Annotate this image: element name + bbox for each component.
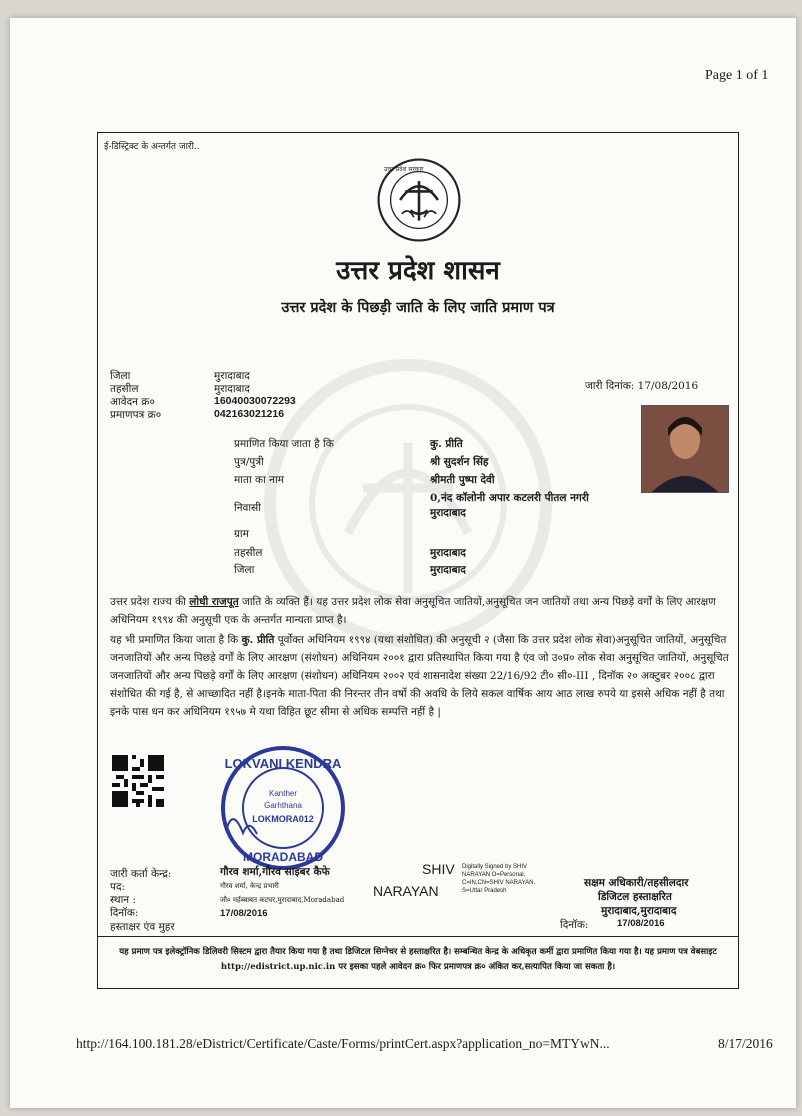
applicant-photo (641, 405, 729, 493)
stamp-top-text: LOKVANI KENDRA (224, 756, 342, 771)
stamp-bottom-text: MORADABAD (243, 850, 323, 864)
authority-digital-signed: डिजिटल हस्ताक्षरित (598, 891, 672, 903)
application-no-value: 16040030072293 (214, 395, 296, 407)
district-label: जिला (110, 370, 131, 382)
application-no-label: आवेदन क्र० (110, 396, 155, 408)
resident-city: मुरादाबाद (430, 507, 466, 519)
village-label: ग्राम (234, 528, 249, 540)
certificate-frame (97, 132, 739, 989)
caste-name: लोधी राजपूत (189, 596, 239, 608)
resident-address: 0,नंद कॉलोनी अपार कटलरी पीतल नगरी (430, 492, 589, 504)
issued-under-label: ई-डिस्ट्रिक्ट के अन्तर्गत जारी.. (104, 142, 200, 152)
place-label: स्थान : (110, 894, 137, 906)
print-date: 8/17/2016 (718, 1036, 773, 1051)
applicant-name-inline: कु. प्रीति (241, 634, 275, 646)
post-value: गौरव शर्मा, केन्द्र प्रभारी (220, 882, 279, 890)
district-value: मुरादाबाद (214, 370, 250, 382)
signer-name-line-1: SHIV (422, 861, 455, 877)
caste-paragraph: उत्तर प्रदेश राज्य की लोधी राजपूत जाति के व्यक्ति हैं। यह उत्तर प्रदेश लोक सेवा अनुसूचित जातियों,अनुसूचित जन जातियों तथा अन्य पिछड़े वर्गों के लिए आरक्षण अधिनियम १९९४ की अनुसूची एक के अन्तर्गत मान्यता प्राप्त है। (110, 596, 716, 626)
mother-label: माता का नाम (234, 474, 284, 486)
footer-note: यह प्रमाण पत्र इलेक्ट्रॉनिक डिलिवरी सिस्टम द्वारा तैयार किया गया है तथा डिजिटल सिग्नेचर से हस्ताक्षरित है। सम्बन्धित केन्द्र के अधिकृत कर्मी द्वारा प्रमाणित किया गया है। यह प्रमाण पत्र वेबसाइट http://edistrict.up.nic.in पर इसका पहले आवेदन क्र० फिर प्रमाणपत्र क्र० अंकित कर,सत्यापित किया जा सकता है। (119, 947, 717, 972)
certificate-title: उत्तर प्रदेश शासन (336, 256, 500, 286)
authority-location: मुरादाबाद,मुरादाबाद (601, 905, 677, 917)
emblem-caption: उत्तर प्रदेश सरकार (384, 166, 424, 173)
issuer-date-value: 17/08/2016 (220, 908, 268, 919)
lokvani-stamp-icon (213, 738, 353, 878)
authority-title: सक्षम अधिकारी/तहसीलदार (584, 877, 689, 889)
tehsil-value: मुरादाबाद (214, 383, 250, 395)
stamp-line-1: Kanther (268, 789, 298, 798)
digital-signature-details: Digitally Signed by SHIV NARAYAN O=Personal, C=IN,CN=SHIV NARAYAN, S=Uttar Pradesh (462, 864, 536, 894)
father-name: श्री सुदर्शन सिंह (430, 456, 489, 468)
qr-code-icon (112, 755, 164, 807)
tehsil-value-2: मुरादाबाद (430, 547, 466, 559)
tehsil-label-2: तहसील (234, 547, 263, 559)
authority-date-value: 17/08/2016 (617, 918, 665, 929)
district-value-2: मुरादाबाद (430, 564, 466, 576)
district-label-2: जिला (234, 564, 255, 576)
tehsil-label: तहसील (110, 383, 139, 395)
issuer-date-label: दिनॉक: (110, 907, 139, 919)
place-value: जौ० मर्हब्बाबत कटघर,मुरादाबाद,Moradabad (220, 896, 345, 904)
issuing-center-label: जारी कर्ता केन्द्र: (110, 868, 172, 880)
footer-divider (98, 936, 738, 937)
certify-label: प्रमाणित किया जाता है कि (234, 438, 334, 450)
issuing-center-value: गौरव शर्मा,गौरव साइबर कैफे (220, 866, 330, 878)
certificate-no-label: प्रमाणपत्र क्र० (110, 409, 162, 421)
scanned-page (10, 18, 796, 1108)
signature-seal-label: हस्ताक्षर एंव मुहर (110, 921, 175, 933)
applicant-name: कु. प्रीति (430, 438, 463, 450)
print-url: http://164.100.181.28/eDistrict/Certificate/Caste/Forms/printCert.aspx?application_no=MTYwN... (76, 1036, 610, 1051)
mother-name: श्रीमती पुष्पा देवी (430, 474, 495, 486)
parent-label: पुत्र/पुत्री (234, 456, 264, 468)
stamp-code: LOKMORA012 (252, 814, 314, 824)
issue-date: जारी दिनांक: 17/08/2016 (585, 380, 699, 392)
certification-paragraph: यह भी प्रमाणित किया जाता है कि कु. प्रीति पूर्वोक्त अधिनियम १९९४ (यथा संशोधित) की अनुसूची २ (जैसा कि उत्तर प्रदेश लोक सेवा)अनुसूचित जातियों, अनुसूचित जनजातियों और अन्य पिछड़े वर्गों के लिए आरक्षण (संशोधन) अधिनियम २००१ द्वारा प्रतिस्थापित किया गया है एंव जो उ०प्र० लोक सेवा अनुसूचित जातियों, अनुसूचित जनजातियों और अन्य पिछड़े वर्गों के लिए आरक्षण (संशोधन) अधिनियम २००२ एवं शासनादेश संख्या 22/16/92 टी० सी०-III , दिनॉक २० अक्टुबर २००८ द्वारा संशोधित की गई है, से आच्छादित नहीं है।इनके माता-पिता की निरन्तर तीन वर्षो की अवधि के लिये सकल वार्षिक आय आठ लाख रुपये या इससे अधिक नहीं है तथा इनके पास धन कर अधिनियम १९५७ मे यथा विहित छूट सीमा से अधिक सम्पत्ति नहीं है | (110, 634, 729, 718)
page-number: Page 1 of 1 (705, 68, 769, 83)
post-label: पद: (110, 881, 126, 893)
certificate-no-value: 042163021216 (214, 408, 285, 420)
authority-date-label: दिनॉक: (560, 919, 589, 931)
stamp-line-2: Garhthana (264, 801, 302, 810)
signer-name-line-2: NARAYAN (373, 883, 439, 899)
resident-label: निवासी (234, 502, 261, 514)
certificate-subtitle: उत्तर प्रदेश के पिछड़ी जाति के लिए जाति प्रमाण पत्र (281, 299, 555, 316)
